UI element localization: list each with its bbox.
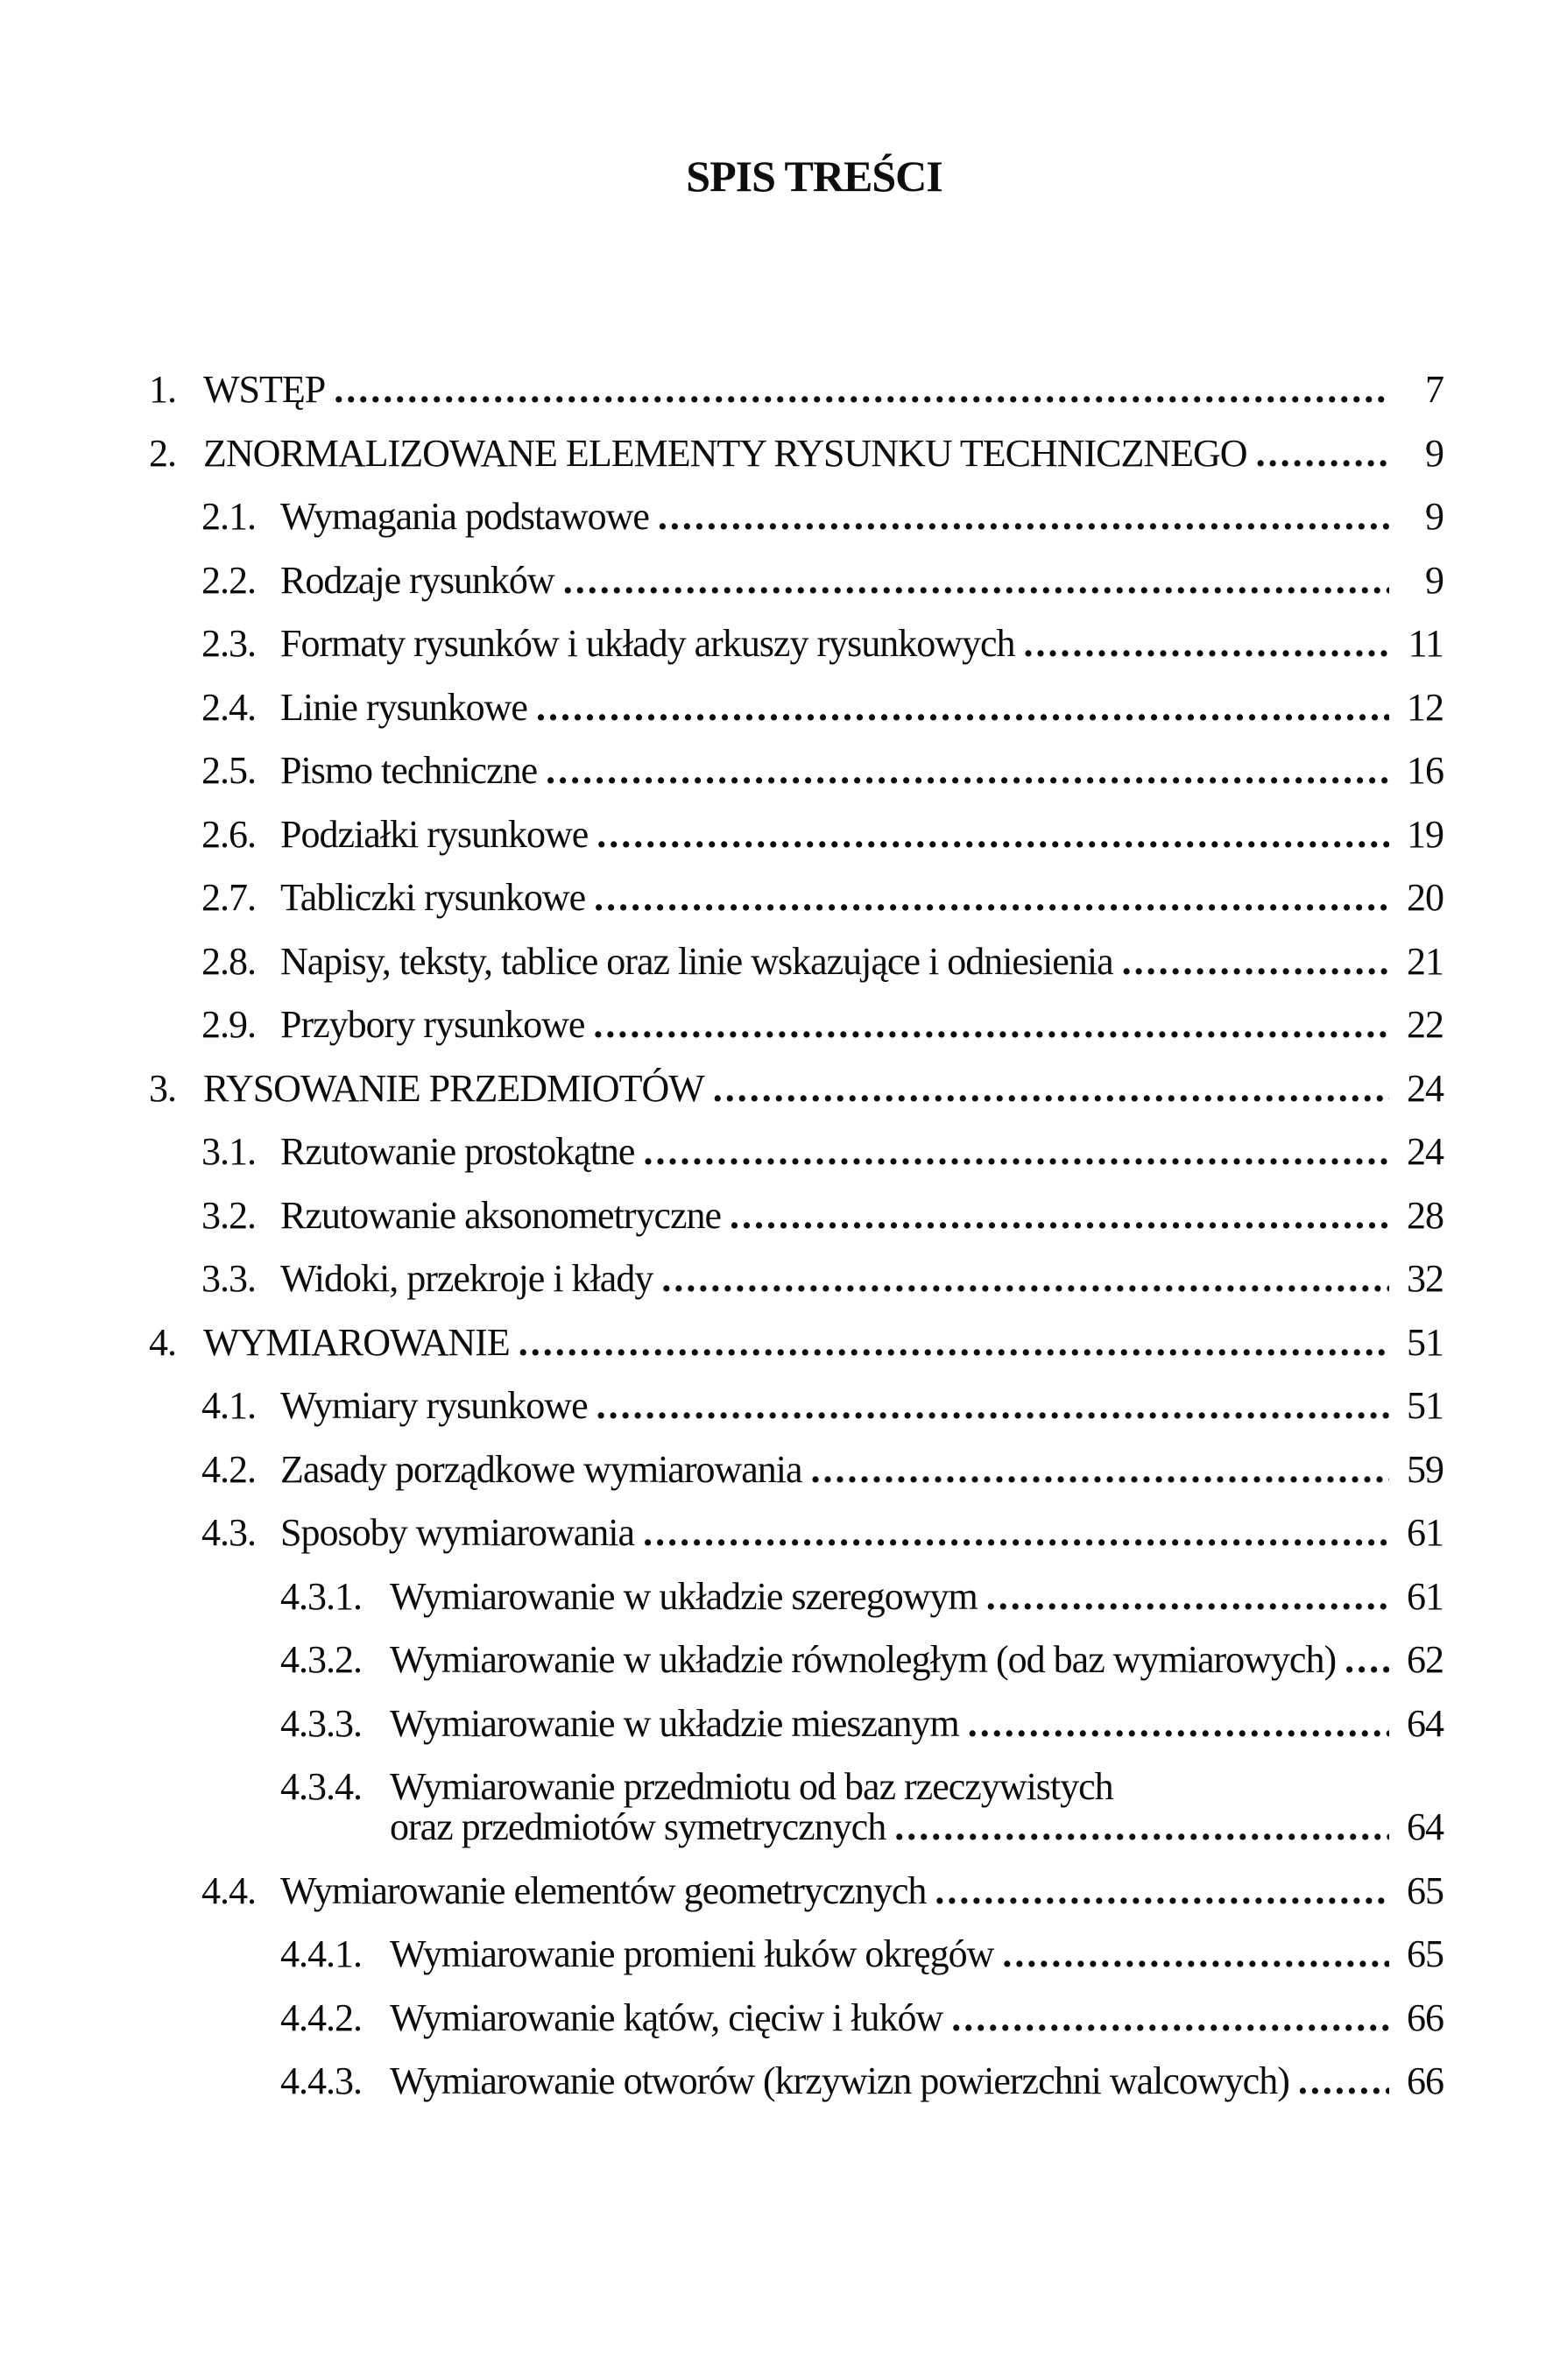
entry-number: 4.4.3. — [280, 2059, 362, 2102]
entry-page: 66 — [1407, 2059, 1443, 2102]
leader-dots — [730, 1196, 1389, 1235]
toc-entry — [280, 2061, 1443, 2101]
entry-number: 3.3. — [201, 1257, 256, 1300]
entry-label: Podziałki rysunkowe — [280, 812, 589, 856]
entry-page: 16 — [1407, 749, 1443, 792]
entry-number: 4.1. — [201, 1384, 256, 1427]
toc-entry — [201, 1193, 1443, 1237]
leader-dots — [546, 751, 1389, 790]
entry-page: 65 — [1407, 1932, 1443, 1975]
leader-dots — [951, 1998, 1389, 2037]
entry-lines — [390, 1767, 1443, 1847]
entry-page: 9 — [1425, 558, 1443, 602]
toc-entry — [280, 1995, 1443, 2039]
toc-entry — [201, 558, 1443, 602]
toc-entry — [280, 1701, 1443, 1745]
entry-page: 20 — [1407, 876, 1443, 919]
entry-page: 22 — [1407, 1003, 1443, 1046]
toc-entry — [280, 1574, 1443, 1618]
leader-dots — [1298, 2061, 1389, 2101]
leader-dots — [894, 1807, 1389, 1847]
entry-label: Wymiarowanie promieni łuków okręgów — [390, 1932, 994, 1975]
entry-label: Zasady porządkowe wymiarowania — [280, 1447, 802, 1491]
leader-dots — [334, 370, 1389, 409]
toc-entry — [201, 1513, 1443, 1552]
entry-label: Formaty rysunków i układy arkuszy rysunkowych — [280, 622, 1015, 665]
toc-entry — [201, 1447, 1443, 1491]
entry-label: Linie rysunkowe — [280, 685, 527, 729]
entry-page: 9 — [1425, 495, 1443, 538]
entry-label: RYSOWANIE PRZEDMIOTÓW — [203, 1066, 704, 1110]
leader-dots — [594, 878, 1389, 917]
entry-page: 51 — [1407, 1384, 1443, 1427]
entry-page: 64 — [1407, 1701, 1443, 1745]
leader-dots — [1345, 1640, 1389, 1679]
entry-label: Napisy, teksty, tablice oraz linie wskazujące i odniesienia — [280, 939, 1113, 983]
entry-label: Wymiarowanie otworów (krzywizn powierzchni walcowych) — [390, 2059, 1289, 2102]
leader-dots — [596, 815, 1389, 854]
entry-page: 24 — [1407, 1130, 1443, 1173]
entry-number: 2.9. — [201, 1003, 256, 1046]
leader-dots — [643, 1513, 1389, 1552]
entry-label: Sposoby wymiarowania — [280, 1511, 635, 1554]
entry-page: 62 — [1407, 1638, 1443, 1681]
toc-entry — [280, 1640, 1443, 1679]
leader-dots — [713, 1069, 1389, 1108]
entry-label-line2-row — [390, 1807, 1443, 1847]
entry-number: 4.3. — [201, 1511, 256, 1554]
toc-entry — [149, 1320, 1443, 1364]
entry-number: 2.8. — [201, 939, 256, 983]
entry-page: 7 — [1425, 368, 1443, 411]
entry-page: 51 — [1407, 1320, 1443, 1364]
entry-number: 3.1. — [201, 1130, 256, 1173]
entry-number: 2. — [149, 431, 176, 475]
toc-entry — [149, 370, 1443, 409]
entry-label: WYMIAROWANIE — [203, 1320, 510, 1364]
entry-number: 2.7. — [201, 876, 256, 919]
entry-label: WSTĘP — [203, 368, 326, 411]
entry-number: 2.2. — [201, 558, 256, 602]
entry-label: Wymiarowanie w układzie szeregowym — [390, 1574, 978, 1618]
entry-label: Rzutowanie prostokątne — [280, 1130, 635, 1173]
entry-page: 61 — [1407, 1511, 1443, 1554]
toc-entry — [201, 751, 1443, 790]
entry-number: 4.3.3. — [280, 1701, 362, 1745]
entry-page: 65 — [1407, 1868, 1443, 1912]
leader-dots — [596, 1386, 1389, 1425]
toc-entry — [280, 1767, 1443, 1847]
entry-number: 2.4. — [201, 685, 256, 729]
entry-number: 4.4.1. — [280, 1932, 362, 1975]
entry-number: 2.3. — [201, 622, 256, 665]
entry-label: Wymagania podstawowe — [280, 495, 649, 538]
toc-entry — [280, 1934, 1443, 1974]
leader-dots — [519, 1323, 1389, 1362]
toc-entry — [149, 1066, 1443, 1110]
toc-list — [0, 370, 1567, 2101]
entry-number: 3.2. — [201, 1193, 256, 1237]
leader-dots — [658, 497, 1389, 536]
entry-label: Wymiarowanie przedmiotu od baz rzeczywistych — [390, 1765, 1113, 1808]
entry-label: Wymiarowanie kątów, cięciw i łuków — [390, 1995, 943, 2039]
entry-label: Wymiarowanie w układzie mieszanym — [390, 1701, 959, 1745]
leader-dots — [563, 561, 1389, 600]
leader-dots — [593, 1005, 1389, 1044]
toc-entry — [201, 1868, 1443, 1912]
entry-page: 11 — [1408, 622, 1443, 665]
entry-label: Przybory rysunkowe — [280, 1003, 585, 1046]
leader-dots — [661, 1259, 1389, 1298]
entry-number: 4. — [149, 1320, 176, 1364]
toc-entry — [201, 1132, 1443, 1171]
entry-label: Tabliczki rysunkowe — [280, 876, 586, 919]
toc-entry — [201, 812, 1443, 856]
entry-page: 9 — [1425, 431, 1443, 475]
entry-label: Widoki, przekroje i kłady — [280, 1257, 653, 1300]
entry-page: 19 — [1407, 812, 1443, 856]
entry-page: 66 — [1407, 1995, 1443, 2039]
leader-dots — [1024, 624, 1389, 663]
entry-number: 4.3.1. — [280, 1574, 362, 1618]
entry-label: Wymiarowanie elementów geometrycznych — [280, 1868, 927, 1912]
entry-label: Pismo techniczne — [280, 749, 538, 792]
entry-page: 12 — [1407, 685, 1443, 729]
page-title: SPIS TREŚCI — [686, 152, 942, 201]
entry-label: Wymiary rysunkowe — [280, 1384, 588, 1427]
leader-dots — [811, 1450, 1389, 1489]
toc-entry — [149, 431, 1443, 475]
toc-entry — [201, 878, 1443, 917]
entry-label-continuation: oraz przedmiotów symetrycznych — [390, 1805, 886, 1848]
leader-dots — [935, 1871, 1389, 1910]
toc-entry — [201, 624, 1443, 663]
leader-dots — [536, 688, 1389, 727]
leader-dots — [1002, 1934, 1389, 1974]
toc-entry — [201, 939, 1443, 983]
leader-dots — [986, 1577, 1389, 1616]
leader-dots — [968, 1704, 1389, 1743]
entry-page: 24 — [1407, 1066, 1443, 1110]
entry-number: 3. — [149, 1066, 176, 1110]
entry-number: 2.1. — [201, 495, 256, 538]
entry-number: 2.5. — [201, 749, 256, 792]
entry-number: 4.4. — [201, 1868, 256, 1912]
toc-entry — [201, 497, 1443, 536]
entry-label: Rzutowanie aksonometryczne — [280, 1193, 722, 1237]
entry-label: ZNORMALIZOWANE ELEMENTY RYSUNKU TECHNICZNEGO — [203, 431, 1247, 475]
entry-number: 4.3.2. — [280, 1638, 362, 1681]
toc-entry — [201, 685, 1443, 729]
toc-entry — [201, 1386, 1443, 1425]
entry-page: 64 — [1407, 1805, 1443, 1848]
entry-page: 32 — [1407, 1257, 1443, 1300]
leader-dots — [1256, 434, 1389, 473]
entry-number: 4.3.4. — [280, 1765, 362, 1808]
entry-page: 61 — [1407, 1574, 1443, 1618]
entry-page: 59 — [1407, 1447, 1443, 1491]
entry-number: 1. — [149, 368, 176, 411]
entry-number: 2.6. — [201, 812, 256, 856]
entry-number: 4.2. — [201, 1447, 256, 1491]
toc-entry — [201, 1259, 1443, 1298]
leader-dots — [1122, 942, 1389, 981]
entry-number: 4.4.2. — [280, 1995, 362, 2039]
entry-page: 28 — [1407, 1193, 1443, 1237]
entry-label: Rodzaje rysunków — [280, 558, 554, 602]
leader-dots — [643, 1132, 1389, 1171]
entry-label: Wymiarowanie w układzie równoległym (od baz wymiarowych) — [390, 1638, 1337, 1681]
toc-entry — [201, 1005, 1443, 1044]
entry-page: 21 — [1407, 939, 1443, 983]
